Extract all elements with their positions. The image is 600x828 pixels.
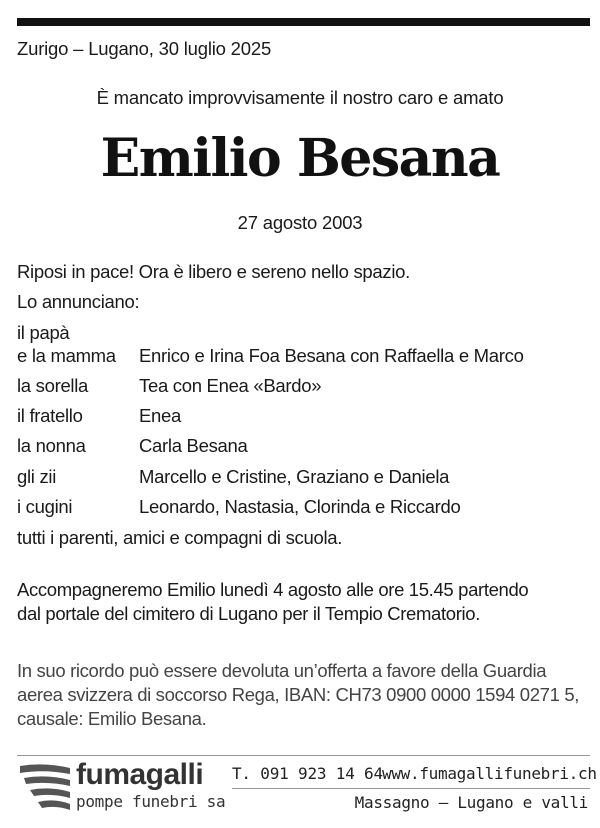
relative-label: la sorella [17,375,89,396]
brand-name: fumagalli [76,758,204,791]
relative-names: Tea con Enea «Bardo» [139,375,322,396]
relative-names: Carla Besana [139,435,248,456]
fumagalli-logo-icon [20,762,72,810]
donation-line-2: aerea svizzera di soccorso Rega, IBAN: CH73 0900 0000 1594 0271 5, [17,684,580,705]
intro-text: È mancato improvvisamente il nostro caro e amato [96,87,504,108]
place-date: Zurigo – Lugano, 30 luglio 2025 [17,38,272,59]
funeral-line-1: Accompagneremo Emilio lunedì 4 agosto alle ore 15.45 partendo [17,579,529,600]
funeral-line-2: dal portale del cimitero di Lugano per il Tempio Crematorio. [17,603,480,624]
donation-line-3: causale: Emilio Besana. [17,708,207,729]
relative-label: la nonna [17,435,86,456]
footer-rule [232,788,590,789]
relative-label: i cugini [17,496,73,517]
relative-names: Marcello e Cristine, Graziano e Daniela [139,466,450,487]
relative-names: Enrico e Irina Foa Besana con Raffaella e Marco [139,345,524,366]
relative-names: Leonardo, Nastasia, Clorinda e Riccardo [139,496,461,517]
donation-line-1: In suo ricordo può essere devoluta un’offerta a favore della Guardia [17,660,547,681]
brand-subtitle: pompe funebri sa [76,792,226,811]
closing-line: tutti i parenti, amici e compagni di scuola. [17,527,343,548]
rest-message: Riposi in pace! Ora è libero e sereno nello spazio. [17,261,410,282]
website-link[interactable]: www.fumagallifunebri.ch [382,764,597,783]
relative-label: gli zii [17,466,57,487]
footer-divider [17,755,590,756]
relative-label-top: il papà [17,322,70,343]
deceased-name: Emilio Besana [100,128,500,189]
birth-date: 27 agosto 2003 [237,212,363,233]
top-rule [17,18,590,26]
relative-label: il fratello [17,405,83,426]
relative-label: e la mamma [17,345,116,366]
announce-label: Lo annunciano: [17,291,140,312]
relative-names: Enea [139,405,182,426]
phone-number[interactable]: T. 091 923 14 64 [232,764,383,783]
locations: Massagno – Lugano e valli [354,793,588,812]
